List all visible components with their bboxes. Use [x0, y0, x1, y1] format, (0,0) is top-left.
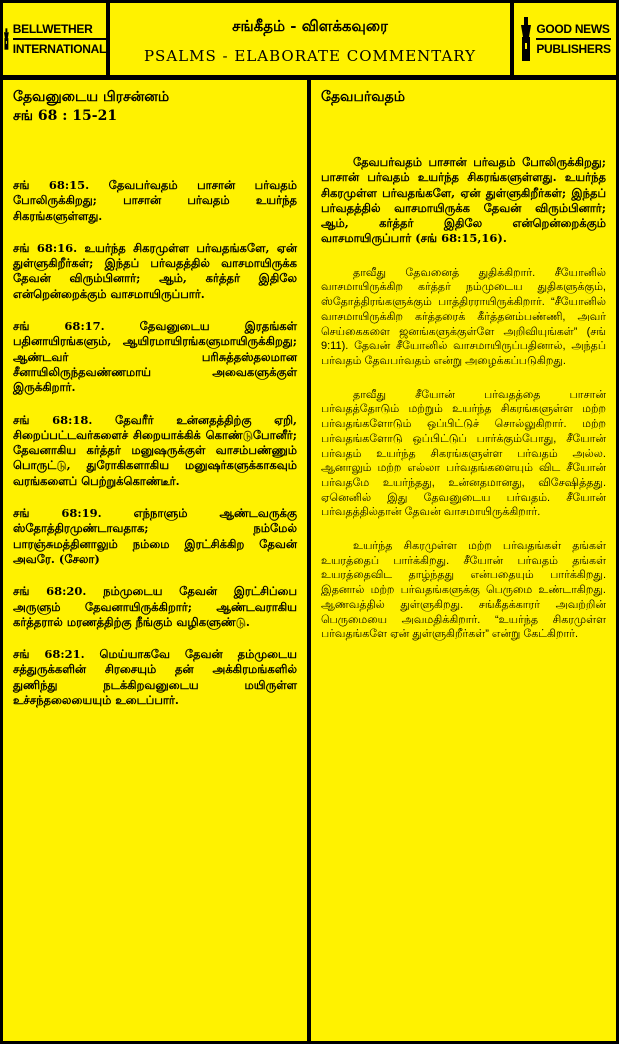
title-english: PSALMS - ELABORATE COMMENTARY	[143, 47, 477, 65]
page-title-box	[110, 3, 510, 75]
left-heading	[13, 88, 297, 126]
left-heading-title: தேவனுடைய பிரசன்னம்	[13, 89, 170, 105]
bell-tower-icon	[519, 17, 533, 61]
good-news-logo	[514, 3, 616, 75]
commentary-paragraph: உயர்ந்த சிகரமுள்ள மற்ற பர்வதங்கள் தங்கள் உயரத்தைப் பார்க்கிறது. சீயோன் பர்வதம் தங்கள் உயரத்தைவிட தாழ்ந்தது என்பதையும் பார்க்கிறது. இதனால் மற்ற பர்வதங்களுக்கு பெருமை உண்டாகிறது. ஆணவத்தில் துள்ளுகிறது. சங்கீதக்காரர் அவற்றின் பெருமையை அவமதிக்கிறார். “உயர்ந்த சிகரமுள்ள பர்வதங்களே ஏன் துள்ளுகிறீர்கள்” என்று கேட்கிறார்.	[321, 540, 606, 641]
bell-tower-icon	[3, 17, 10, 61]
verse-68-17: சங் 68:17. தேவனுடைய இரதங்கள் பதினாயிரங்களும், ஆயிரமாயிரங்களுமாயிருக்கிறது; ஆண்டவர் பரிசுத்தஸ்தலமான சீனாயிலிருந்தவண்ணமாய் அவைகளுக்குள் இருக்கிறார்.	[13, 319, 297, 395]
verse-68-18: சங் 68:18. தேவரீர் உன்னதத்திற்கு ஏறி, சிறைப்பட்டவர்களைச் சிறையாக்கிக் கொண்டுபோனீர்; தேவனாகிய கர்த்தர் மனுஷருக்குள் வாசம்பண்ணும் பொருட்டு, துரோகிகளாகிய மனுஷர்களுக்காகவும் வரங்களைப் பெற்றுக்கொண்டீர்.	[13, 412, 297, 488]
commentary-paragraph: தாவீது தேவனைத் துதிக்கிறார். சீயோனில் வாசமாயிருக்கிற கர்த்தர் நம்முடைய துதிகளுக்கும், ஸ்தோத்திரங்களுக்கும் பாத்திரராயிருக்கிறார். “சீயோனில் வாசமாயிருக்கிற கர்த்தரைக் கீர்த்தனம்பண்ணி, அவர் செய்கைகளை ஜனங்களுக்குள்ளே அறிவியுங்கள்” (சங் 9:11). தேவன் சீயோனில் வாசமாயிருப்பதினால், அந்தப் பர்வதம் தேவபர்வதம் என்று அழைக்கப்படுகிறது.	[321, 266, 606, 367]
logo-right-line2: PUBLISHERS	[536, 42, 611, 56]
commentary-column	[311, 80, 616, 1041]
verse-list	[13, 178, 297, 708]
logo-right-line1: GOOD NEWS	[536, 20, 610, 40]
scripture-column	[3, 80, 307, 1041]
verse-68-16: சங் 68:16. உயர்ந்த சிகரமுள்ள பர்வதங்களே, ஏன் துள்ளுகிறீர்கள்; இந்தப் பர்வதத்தில் வாசமாயிருக்க தேவன் விரும்பினார்; ஆம், கர்த்தர் இதிலே என்றென்றைக்கும் வாசமாயிருப்பார்.	[13, 240, 297, 301]
right-heading: தேவபர்வதம்	[321, 89, 405, 105]
verse-68-21: சங் 68:21. மெய்யாகவே தேவன் தம்முடைய சத்துருக்களின் சிரசையும் தன் அக்கிரமங்களில் துணிந்து நடக்கிறவனுடைய மயிருள்ள உச்சந்தலையையும் உடைப்பார்.	[13, 647, 297, 708]
commentary-body	[321, 155, 606, 642]
verse-68-19: சங் 68:19. எந்நாளும் ஆண்டவருக்கு ஸ்தோத்திரமுண்டாவதாக; நம்மேல் பாரஞ்சுமத்தினாலும் நம்மை இரட்சிக்கிற தேவன் அவரே. (சேலா)	[13, 506, 297, 566]
commentary-intro: தேவபர்வதம் பாசான் பர்வதம் போலிருக்கிறது; பாசான் பர்வதம் உயர்ந்த சிகரங்களுள்ளது. உயர்ந்த சிகரமுள்ள பர்வதங்களே, ஏன் துள்ளுகிறீர்கள்; இந்தப் பர்வதத்தில் வாசமாயிருக்க தேவன் விரும்பினார்; ஆம், கர்த்தர் இதிலே என்றென்றைக்கும் வாசமாயிருப்பார் (சங் 68:15,16).	[321, 155, 606, 246]
verse-68-15: சங் 68:15. தேவபர்வதம் பாசான் பர்வதம் போலிருக்கிறது; பாசான் பர்வதம் உயர்ந்த சிகரங்களுள்ளது.	[13, 178, 297, 223]
left-heading-reference: சங் 68 : 15-21	[13, 108, 118, 124]
logo-left-line2: INTERNATIONAL	[12, 42, 106, 56]
title-tamil: சங்கீதம் - விளக்கவுரை	[232, 17, 388, 35]
verse-68-20: சங் 68:20. நம்முடைய தேவன் இரட்சிப்பை அருளும் தேவனாயிருக்கிறார்; ஆண்டவராகிய கர்த்தரால் மரணத்திற்கு நீங்கும் வழிகளுண்டு.	[13, 584, 297, 629]
logo-left-line1: BELLWETHER	[13, 20, 106, 40]
bellwether-logo	[3, 3, 106, 75]
commentary-paragraph: தாவீது சீயோன் பர்வதத்தை பாசான் பர்வதத்தோடும் மற்றும் உயர்ந்த சிகரங்களுள்ள மற்ற பர்வதங்களோடும் ஒப்பிட்டுச் சொல்லுகிறார். மற்ற பர்வதங்களோடு ஒப்பிட்டுப் பார்க்கும்போது, சீயோன் பர்வதம் உயர்ந்த சிகரங்களுள்ள பர்வதம் அல்ல. ஆனாலும் மற்ற எல்லா பர்வதங்களையும் விட சீயோன் பர்வதமே உயர்ந்தது, உன்னதமானது, விசேஷித்தது. ஏனெனில் இது தேவனுடைய பர்வதம். சீயோன் பர்வதத்தில்தான் தேவன் வாசமாயிருக்கிறார்.	[321, 388, 606, 519]
